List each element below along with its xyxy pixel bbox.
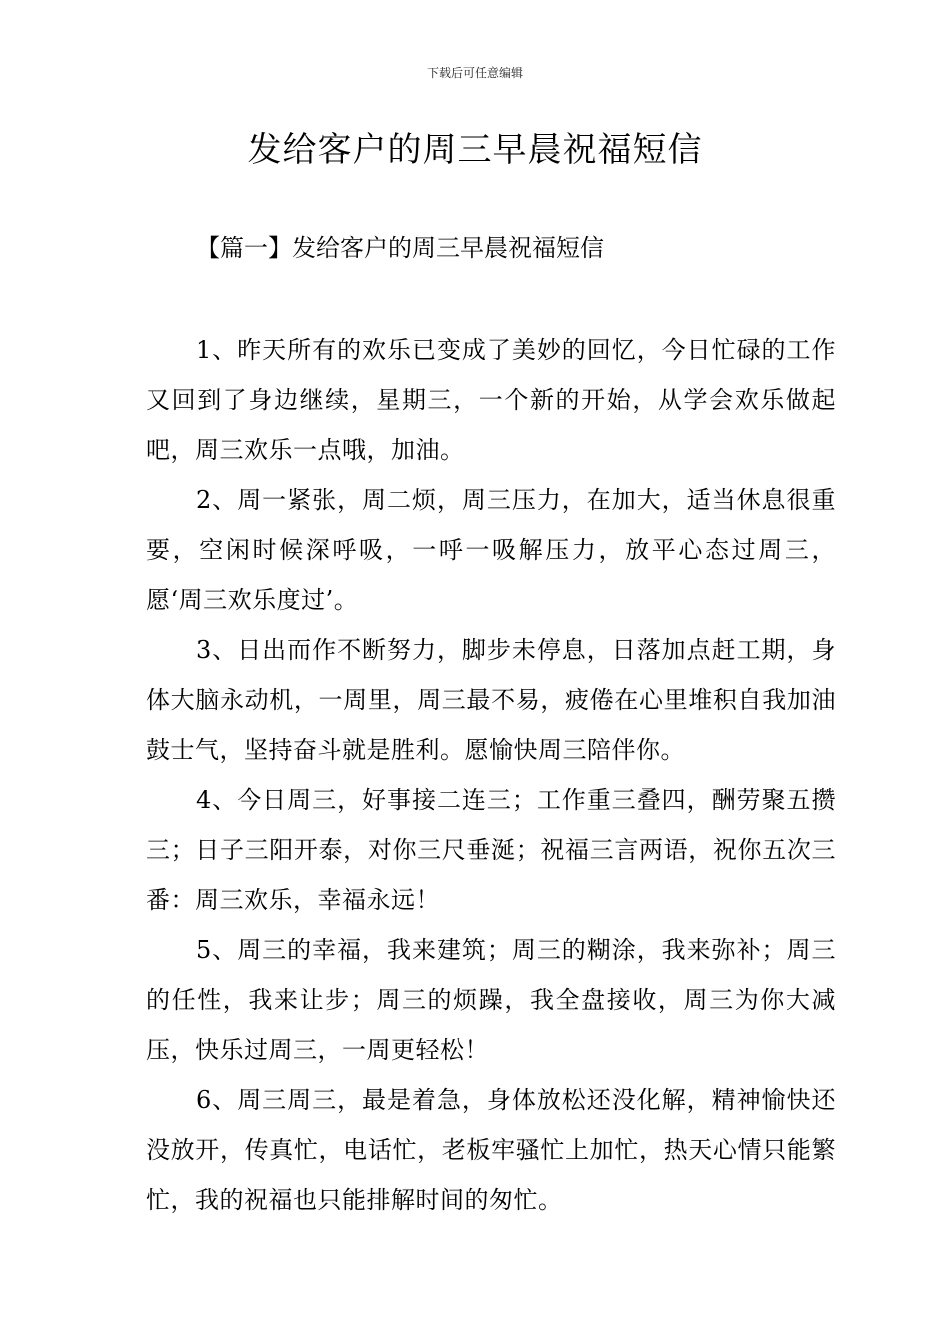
section-heading: 【篇一】发给客户的周三早晨祝福短信 (196, 234, 604, 262)
paragraph-1: 1、昨天所有的欢乐已变成了美妙的回忆，今日忙碌的工作又回到了身边继续，星期三，一个新的开始，从学会欢乐做起吧，周三欢乐一点哦，加油。 (146, 336, 836, 464)
paragraph-4: 4、今日周三，好事接二连三；工作重三叠四，酬劳聚五攒三；日子三阳开泰，对你三尺垂涎；祝福三言两语，祝你五次三番：周三欢乐，幸福永远！ (146, 786, 836, 914)
paragraph-5: 5、周三的幸福，我来建筑；周三的糊涂，我来弥补；周三的任性，我来让步；周三的烦躁，我全盘接收，周三为你大减压，快乐过周三，一周更轻松！ (146, 936, 836, 1064)
paragraph-2: 2、周一紧张，周二烦，周三压力，在加大，适当休息很重要，空闲时候深呼吸，一呼一吸解压力，放平心态过周三，愿‘周三欢乐度过’。 (146, 486, 836, 614)
header-note: 下载后可任意编辑 (426, 66, 523, 80)
paragraph-6: 6、周三周三，最是着急，身体放松还没化解，精神愉快还没放开，传真忙，电话忙，老板牢骚忙上加忙，热天心情只能繁忙，我的祝福也只能排解时间的匆忙。 (146, 1086, 836, 1214)
document-title: 发给客户的周三早晨祝福短信 (247, 130, 703, 170)
paragraph-3: 3、日出而作不断努力，脚步未停息，日落加点赶工期，身体大脑永动机，一周里，周三最不易，疲倦在心里堆积自我加油鼓士气，坚持奋斗就是胜利。愿愉快周三陪伴你。 (146, 636, 836, 764)
body-text (146, 325, 836, 1225)
